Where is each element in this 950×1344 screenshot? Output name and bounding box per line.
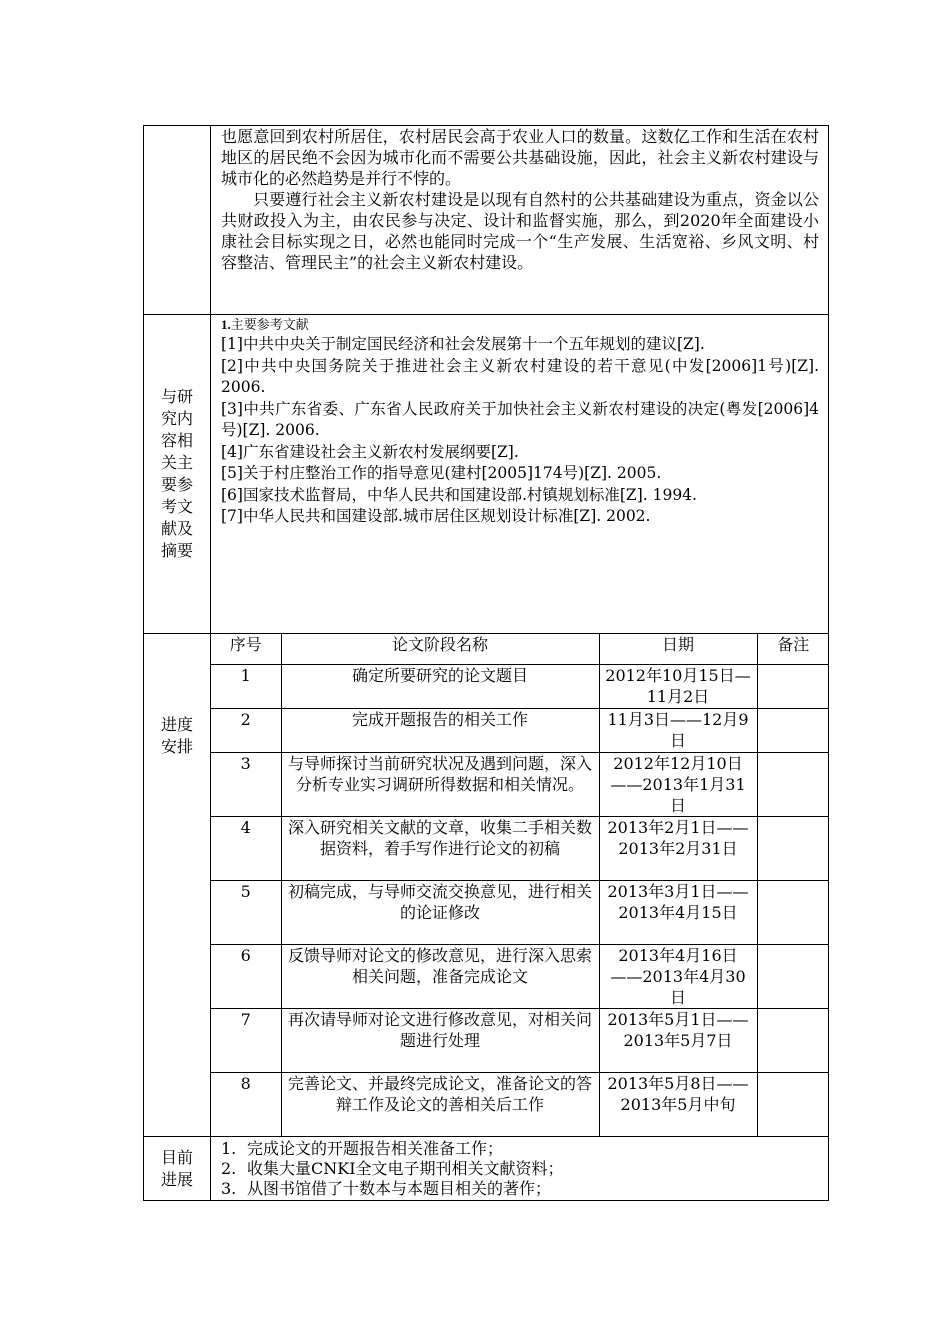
reference-item: [6]国家技术监督局，中华人民共和国建设部.村镇规划标准[Z]. 1994. bbox=[221, 485, 697, 504]
references-row bbox=[144, 315, 829, 634]
item-note bbox=[757, 752, 829, 816]
item-stage: 反馈导师对论文的修改意见，进行深入思索相关问题，准备完成论文 bbox=[281, 944, 599, 1008]
item-num: 7 bbox=[211, 1008, 281, 1072]
progress-row bbox=[144, 1137, 829, 1201]
progress-content bbox=[211, 1137, 829, 1201]
schedule-label bbox=[144, 634, 211, 1137]
progress-item-num: 1. bbox=[221, 1139, 237, 1158]
reference-item: [2]中共中央国务院关于推进社会主义新农村建设的若干意见(中发[2006]1号)[Z]. 2006. bbox=[221, 356, 819, 396]
item-stage: 再次请导师对论文进行修改意见，对相关问题进行处理 bbox=[281, 1008, 599, 1072]
item-date: 2013年5月8日——2013年5月中旬 bbox=[599, 1072, 757, 1136]
progress-label bbox=[144, 1137, 211, 1201]
schedule-item-row bbox=[211, 1008, 829, 1072]
reference-item: [5]关于村庄整治工作的指导意见(建村[2005]174号)[Z]. 2005. bbox=[221, 464, 662, 482]
header-num: 序号 bbox=[211, 634, 281, 664]
references-content bbox=[211, 315, 829, 634]
paragraph-1: 也愿意回到农村所居住，农村居民会高于农业人口的数量。这数亿工作和生活在农村地区的居民绝不会因为城市化而不需要公共基础设施，因此，社会主义新农村建设与城市化的必然趋势是并行不悖的。 bbox=[221, 127, 819, 188]
item-num: 1 bbox=[211, 664, 281, 708]
references-label bbox=[144, 315, 211, 634]
references-heading-number: 1. bbox=[221, 317, 231, 332]
references-heading-text: 主要参考文献 bbox=[230, 318, 309, 333]
schedule-item-row bbox=[211, 752, 829, 816]
header-date: 日期 bbox=[599, 634, 757, 664]
item-num: 2 bbox=[211, 708, 281, 752]
paragraph-2: 只要遵行社会主义新农村建设是以现有自然村的公共基础建设为重点，资金以公共财政投入为主，由农民参与决定、设计和监督实施，那么，到2020年全面建设小康社会目标实现之日，必然也能同时完成一个“生产发展、生活宽裕、乡风文明、村容整洁、管理民主”的社会主义新农村建设。 bbox=[221, 190, 819, 272]
progress-item-num: 3. bbox=[221, 1179, 237, 1198]
item-stage: 确定所要研究的论文题目 bbox=[281, 664, 599, 708]
progress-item bbox=[221, 1139, 818, 1159]
progress-item-num: 2. bbox=[221, 1159, 237, 1178]
item-date: 2013年5月1日——2013年5月7日 bbox=[599, 1008, 757, 1072]
item-date: 2013年2月1日——2013年2月31日 bbox=[599, 816, 757, 880]
item-date: 2013年3月1日——2013年4月15日 bbox=[599, 880, 757, 944]
item-note bbox=[757, 816, 829, 880]
schedule-table bbox=[211, 634, 829, 1136]
item-date: 11月3日——12月9日 bbox=[599, 708, 757, 752]
progress-item-text: 从图书馆借了十数本与本题目相关的著作； bbox=[247, 1179, 552, 1198]
schedule-row bbox=[144, 634, 829, 1137]
item-note bbox=[757, 880, 829, 944]
item-stage: 完成开题报告的相关工作 bbox=[281, 708, 599, 752]
item-num: 5 bbox=[211, 880, 281, 944]
item-note bbox=[757, 664, 829, 708]
item-date: 2013年4月16日——2013年4月30日 bbox=[599, 944, 757, 1008]
reference-item: [4]广东省建设社会主义新农村发展纲要[Z]. bbox=[221, 442, 519, 461]
item-date: 2012年10月15日—11月2日 bbox=[599, 664, 757, 708]
references-heading bbox=[221, 317, 819, 334]
progress-item bbox=[221, 1159, 818, 1179]
schedule-label-text: 进度安排 bbox=[160, 715, 193, 756]
item-stage: 完善论文、并最终完成论文，准备论文的答辩工作及论文的善相关后工作 bbox=[281, 1072, 599, 1136]
continuation-label bbox=[144, 126, 211, 315]
item-note bbox=[757, 944, 829, 1008]
schedule-item-row bbox=[211, 880, 829, 944]
schedule-content bbox=[211, 634, 829, 1137]
item-num: 4 bbox=[211, 816, 281, 880]
item-date: 2012年12月10日——2013年1月31日 bbox=[599, 752, 757, 816]
schedule-item-row bbox=[211, 816, 829, 880]
item-stage: 深入研究相关文献的文章，收集二手相关数据资料，着手写作进行论文的初稿 bbox=[281, 816, 599, 880]
schedule-item-row bbox=[211, 944, 829, 1008]
schedule-item-row bbox=[211, 1072, 829, 1136]
item-note bbox=[757, 1072, 829, 1136]
schedule-item-row bbox=[211, 664, 829, 708]
item-stage: 初稿完成，与导师交流交换意见，进行相关的论证修改 bbox=[281, 880, 599, 944]
continuation-content bbox=[211, 126, 829, 315]
progress-item bbox=[221, 1179, 818, 1199]
progress-label-text: 目前进展 bbox=[160, 1147, 193, 1189]
item-note bbox=[757, 1008, 829, 1072]
references-label-text: 与研究内容相关主要参考文献及摘要 bbox=[160, 387, 193, 560]
reference-item: [3]中共广东省委、广东省人民政府关于加快社会主义新农村建设的决定(粤发[2006]4号)[Z]. 2006. bbox=[221, 399, 819, 439]
item-note bbox=[757, 708, 829, 752]
continuation-row bbox=[144, 126, 829, 315]
item-num: 6 bbox=[211, 944, 281, 1008]
reference-item: [1]中共中央关于制定国民经济和社会发展第十一个五年规划的建议[Z]. bbox=[221, 335, 705, 353]
progress-item-text: 完成论文的开题报告相关准备工作； bbox=[247, 1139, 504, 1158]
proposal-table bbox=[143, 125, 829, 1201]
schedule-header-row bbox=[211, 634, 829, 664]
item-num: 8 bbox=[211, 1072, 281, 1136]
progress-item-text: 收集大量CNKI全文电子期刊相关文献资料； bbox=[247, 1159, 564, 1178]
item-num: 3 bbox=[211, 752, 281, 816]
header-note: 备注 bbox=[757, 634, 829, 664]
item-stage: 与导师探讨当前研究状况及遇到问题，深入分析专业实习调研所得数据和相关情况。 bbox=[281, 752, 599, 816]
reference-item: [7]中华人民共和国建设部.城市居住区规划设计标准[Z]. 2002. bbox=[221, 507, 651, 525]
schedule-item-row bbox=[211, 708, 829, 752]
header-stage: 论文阶段名称 bbox=[281, 634, 599, 664]
